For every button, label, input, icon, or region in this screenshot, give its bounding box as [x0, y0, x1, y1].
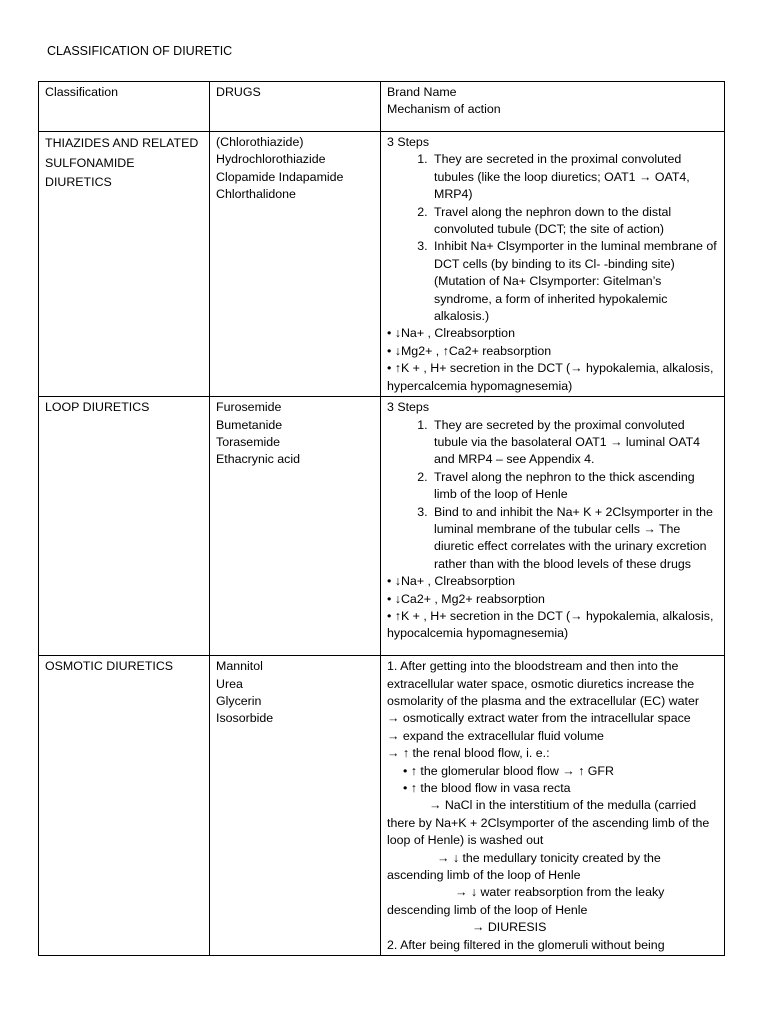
mechanism-line: → ↑ the renal blood flow, i. e.:: [387, 746, 550, 761]
step-item: 1. They are secreted in the proximal convoluted tubules (like the loop diuretics; OAT1 → OAT4, MRP4): [431, 151, 719, 203]
mechanism-line: 1. After getting into the bloodstream and then into the extracellular water space, osmotic diuretics increase the osmolarity of the plasma and the extracellular (EC) water: [387, 659, 699, 708]
steps-list: [387, 151, 719, 325]
drug-name: Hydrochlorothiazide: [216, 152, 326, 167]
effect-bullet: • ↓Ca2+ , Mg2+ reabsorption: [387, 591, 719, 608]
classification-label: LOOP DIURETICS: [45, 400, 150, 415]
classification-cell: [39, 132, 210, 397]
table-header-row: [39, 82, 725, 132]
drug-name: Clopamide Indapamide: [216, 169, 344, 184]
effect-bullet: • ↑K + , H+ secretion in the DCT (→ hypokalemia, alkalosis, hypocalcemia hypomagnesemia): [387, 608, 719, 643]
drug-name: (Chlorothiazide): [216, 135, 304, 149]
drug-name: Mannitol: [216, 659, 263, 674]
step-item: 3. Bind to and inhibit the Na+ K + 2Clsymporter in the luminal membrane of the tubular cells → The diuretic effect correlates with the urinary excretion rather than with the blood levels of these drugs: [431, 504, 719, 574]
drug-name: Urea: [216, 676, 243, 691]
drugs-cell: [210, 132, 381, 397]
mechanism-line: 2. After being filtered in the glomeruli without being: [387, 937, 665, 952]
effect-bullet: • ↓Na+ , Clreabsorption: [387, 325, 719, 342]
table-row-loop: [39, 397, 725, 656]
drug-name: Ethacrynic acid: [216, 452, 301, 467]
mechanism-subbullet: • ↑ the glomerular blood flow → ↑ GFR: [387, 763, 719, 780]
mechanism-line: → osmotically extract water from the intracellular space: [387, 711, 691, 726]
step-item: 3. Inhibit Na+ Clsymporter in the luminal membrane of DCT cells (by binding to its Cl- -binding site) (Mutation of Na+ Clsymporter: Gitelman’s syndrome, a form of inherited hypokalemic alkalosis.): [431, 238, 719, 325]
mechanism-line: → NaCl in the interstitium of the medulla (carried there by Na+K + 2Clsymporter of the ascending limb of the loop of Henle) is washed out: [387, 798, 710, 848]
header-brand: Brand Name: [387, 85, 457, 99]
mechanism-cell: [381, 397, 725, 656]
classification-cell: [39, 656, 210, 956]
mechanism-subbullet: • ↑ the blood flow in vasa recta: [387, 780, 719, 797]
drugs-cell: [210, 656, 381, 956]
steps-list: [387, 417, 719, 574]
classification-label: THIAZIDES AND RELATED: [45, 136, 199, 150]
effect-bullet: • ↑K + , H+ secretion in the DCT (→ hypokalemia, alkalosis, hypercalcemia hypomagnesemia): [387, 360, 719, 395]
mechanism-line: → ↓ water reabsorption from the leaky descending limb of the loop of Henle: [387, 885, 665, 917]
drug-name: Torasemide: [216, 434, 281, 449]
drug-name: Bumetanide: [216, 417, 283, 432]
drug-name: Glycerin: [216, 693, 262, 708]
effect-bullet: • ↓Na+ , Clreabsorption: [387, 573, 719, 590]
classification-label: OSMOTIC DIURETICS: [45, 659, 174, 674]
drugs-cell: [210, 397, 381, 656]
header-classification: Classification: [39, 82, 210, 132]
diuretics-table: [38, 81, 725, 956]
drug-name: Isosorbide: [216, 711, 274, 726]
mechanism-cell: [381, 656, 725, 956]
classification-label: SULFONAMIDE: [45, 155, 135, 170]
effect-bullet: • ↓Mg2+ , ↑Ca2+ reabsorption: [387, 343, 719, 360]
mechanism-conclusion: → DIURESIS: [472, 920, 547, 935]
step-item: 2. Travel along the nephron down to the distal convoluted tubule (DCT; the site of action): [431, 204, 719, 239]
mechanism-line: → ↓ the medullary tonicity created by the ascending limb of the loop of Henle: [387, 850, 661, 882]
table-row-osmotic: [39, 656, 725, 956]
table-row-thiazides: [39, 132, 725, 397]
mechanism-cell: [381, 132, 725, 397]
drug-name: Chlorthalidone: [216, 187, 296, 202]
mechanism-line: → expand the extracellular fluid volume: [387, 728, 604, 743]
classification-label: DIURETICS: [45, 175, 112, 189]
steps-intro: 3 Steps: [387, 135, 430, 149]
header-mechanism: Mechanism of action: [387, 102, 501, 117]
step-item: 2. Travel along the nephron to the thick ascending limb of the loop of Henle: [431, 469, 719, 504]
drug-name: Furosemide: [216, 400, 282, 415]
header-brand-mechanism: [381, 82, 725, 132]
step-item: 1. They are secreted by the proximal convoluted tubule via the basolateral OAT1 → luminal OAT4 and MRP4 – see Appendix 4.: [431, 417, 719, 469]
classification-cell: [39, 397, 210, 656]
page-title: CLASSIFICATION OF DIURETIC: [47, 44, 233, 58]
header-drugs: DRUGS: [210, 82, 381, 132]
steps-intro: 3 Steps: [387, 400, 430, 415]
